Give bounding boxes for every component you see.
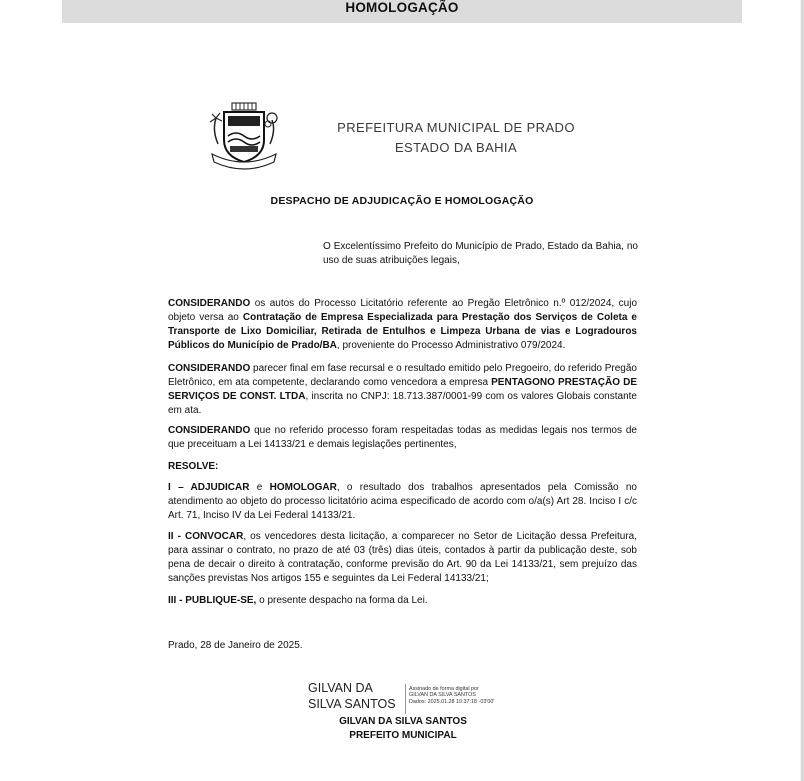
- winning-company: PENTAGONO PRESTAÇÃO DE SERVIÇOS DE CONST. LTDA: [168, 377, 637, 402]
- cert-timestamp: Dados: 2025.01.28 10:37:18 -03'00': [409, 698, 495, 705]
- signature-name-line: GILVAN DA: [308, 681, 373, 695]
- considerando-paragraph-2: [168, 362, 637, 418]
- considerando-paragraph-3: [168, 424, 637, 452]
- considerando-label: CONSIDERANDO: [168, 425, 251, 436]
- signature-name-line: SILVA SANTOS: [308, 697, 396, 711]
- signer-role: PREFEITO MUNICIPAL: [349, 730, 457, 741]
- state-name: ESTADO DA BAHIA: [394, 140, 518, 155]
- contract-object: Contratação de Empresa Especializada para Prestação dos Serviços de Coleta e Transporte de Lixo Domiciliar, Retirada de Entulhos e Limpeza Urbana de vias e Logradouros Públicos do Município de Prado/BA: [168, 312, 637, 351]
- signer-name: GILVAN DA SILVA SANTOS: [339, 716, 467, 727]
- publique-se-label: III - PUBLIQUE-SE,: [168, 595, 257, 606]
- paragraph-text: que no referido processo foram respeitadas todas as medidas legais nos termos de que preceituam a Lei 14133/21 e demais legislações pertinentes,: [168, 425, 637, 450]
- paragraph-text: e: [249, 482, 270, 493]
- considerando-paragraph-1: [168, 297, 637, 353]
- resolution-item-1: [168, 481, 637, 523]
- digital-signature-name: [308, 680, 403, 712]
- paragraph-text: parecer final em fase recursal e o resultado emitido pelo Pregoeiro, do referido Pregão Eletrônico, em ata competente, declarando como vencedora a empresa: [168, 363, 637, 388]
- page-banner: [62, 0, 742, 23]
- paragraph-text: o presente despacho na forma da Lei.: [256, 595, 428, 606]
- paragraph-text: , o resultado dos trabalhos apresentados pela Comissão no atendimento ao objeto do processo licitatório acima especificado de acordo com o/a(s) Art 28. Inciso I c/c Art. 71, Inciso IV da Lei Federal 14133/21.: [168, 482, 637, 521]
- municipal-coat-of-arms-icon: [206, 100, 282, 176]
- paragraph-text: os autos do Processo Licitatório referente ao Pregão Eletrônico n.º 012/2024, cujo objeto versa ao: [168, 298, 637, 323]
- document-date: Prado, 28 de Janeiro de 2025.: [168, 640, 303, 651]
- resolution-item-3: [168, 594, 637, 608]
- considerando-label: CONSIDERANDO: [168, 363, 251, 374]
- letterhead: [320, 118, 592, 158]
- banner-title: HOMOLOGAÇÃO: [345, 0, 459, 15]
- signature-certificate-info: [409, 686, 529, 705]
- paragraph-text: , inscrita no CNPJ: 18.713.387/0001-99 com os valores Globais constante em ata.: [168, 391, 637, 416]
- paragraph-text: , proveniente do Processo Administrativo 079/2024.: [336, 340, 566, 351]
- considerando-label: CONSIDERANDO: [168, 298, 251, 309]
- municipality-name: PREFEITURA MUNICIPAL DE PRADO: [337, 120, 575, 135]
- homologar-label: HOMOLOGAR: [269, 482, 337, 493]
- resolution-item-2: [168, 530, 637, 586]
- adjudicar-label: I – ADJUDICAR: [168, 482, 250, 493]
- convocar-label: II - CONVOCAR: [168, 531, 244, 542]
- cert-line: GILVAN DA SILVA SANTOS: [409, 692, 476, 699]
- intro-paragraph: O Excelentíssimo Prefeito do Município de Prado, Estado da Bahia, no uso de suas atribuições legais,: [323, 241, 638, 266]
- cert-line: Assinado de forma digital por: [409, 686, 479, 692]
- document-title: DESPACHO DE ADJUDICAÇÃO E HOMOLOGAÇÃO: [270, 195, 534, 207]
- resolve-heading: RESOLVE:: [168, 461, 219, 472]
- signature-divider: [405, 684, 406, 714]
- paragraph-text: , os vencedores desta licitação, a comparecer no Setor de Licitação dessa Prefeitura, para assinar o contrato, no prazo de até 03 (três) dias úteis, contados à partir da publicação deste, sob pena de decair o direito à contratação, conforme previsão do Art. 90 da Lei 14133/21, sem prejuízo das sanções previstas Nos artigos 155 e seguintes da Lei Federal 14133/21;: [168, 531, 637, 584]
